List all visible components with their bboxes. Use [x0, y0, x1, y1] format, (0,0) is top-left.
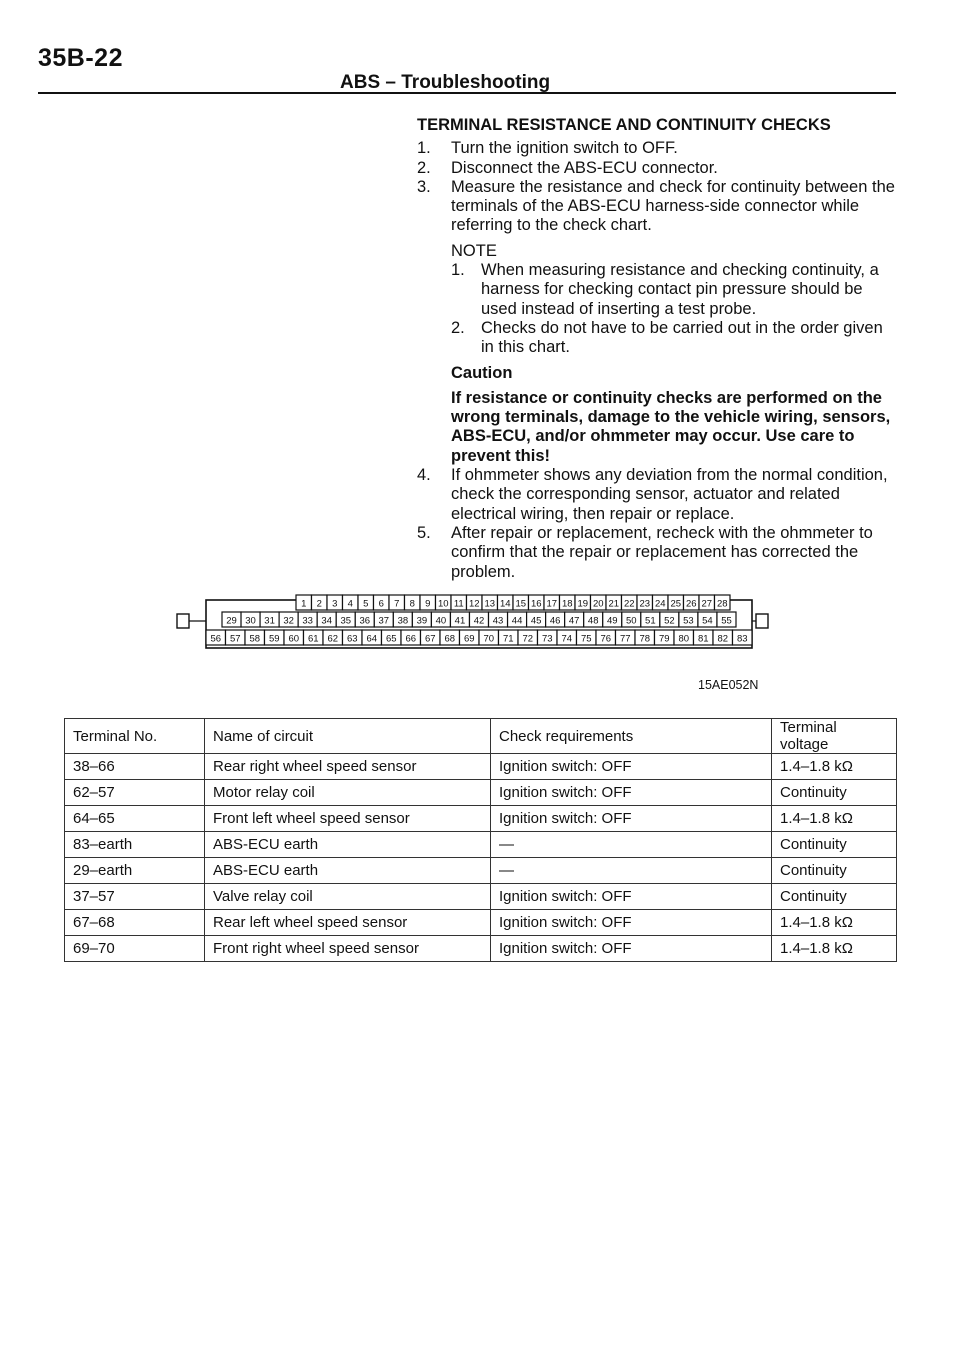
connector-pin-label: 76 [600, 633, 612, 645]
cell-circuit-name: Rear right wheel speed sensor [205, 754, 491, 780]
connector-pin-label: 40 [435, 615, 447, 627]
cell-terminal-no: 67–68 [65, 910, 205, 936]
procedure-step-text: After repair or replacement, recheck with the ohmmeter to confirm that the repair or replacement has corrected the problem. [451, 523, 873, 581]
connector-pin-label: 6 [378, 598, 384, 610]
procedure-step-number: 4. [417, 466, 431, 485]
connector-pin-label: 75 [580, 633, 592, 645]
connector-diagram [176, 592, 776, 652]
connector-pin-label: 80 [678, 633, 690, 645]
connector-pin-label: 8 [409, 598, 415, 610]
connector-pin-label: 79 [658, 633, 670, 645]
note-item-number: 1. [451, 261, 465, 280]
header-terminal-no: Terminal No. [65, 719, 205, 754]
procedure-step [417, 139, 897, 158]
connector-pin-label: 46 [549, 615, 561, 627]
note-item [417, 319, 897, 358]
header-terminal-voltage: Terminal voltage [772, 719, 897, 754]
caution-text: If resistance or continuity checks are performed on the wrong terminals, damage to the vehicle wiring, sensors, ABS-ECU, and/or ohmmeter may occur. Use care to prevent this! [451, 388, 891, 465]
header-check-requirements: Check requirements [491, 719, 772, 754]
connector-pin-label: 21 [608, 598, 620, 610]
connector-pin-label: 64 [366, 633, 378, 645]
connector-pin-label: 28 [716, 598, 728, 610]
connector-pin-label: 45 [530, 615, 542, 627]
procedure-heading: TERMINAL RESISTANCE AND CONTINUITY CHECKS [417, 116, 831, 134]
header-circuit-name: Name of circuit [205, 719, 491, 754]
note-label: NOTE [451, 241, 497, 260]
connector-pin-label: 82 [717, 633, 729, 645]
table-row [65, 780, 897, 806]
cell-check-requirements: — [491, 858, 772, 884]
connector-pin-label: 39 [416, 615, 428, 627]
cell-terminal-voltage: Continuity [772, 832, 897, 858]
page-number: 35B-22 [38, 44, 123, 72]
connector-pin-label: 66 [405, 633, 417, 645]
cell-terminal-no: 64–65 [65, 806, 205, 832]
connector-pin-label: 18 [561, 598, 573, 610]
connector-pin-label: 49 [606, 615, 618, 627]
cell-circuit-name: Valve relay coil [205, 884, 491, 910]
connector-pin-label: 4 [347, 598, 353, 610]
connector-pin-label: 78 [639, 633, 651, 645]
cell-check-requirements: Ignition switch: OFF [491, 884, 772, 910]
procedure-section [417, 116, 897, 582]
connector-pin-label: 67 [424, 633, 436, 645]
connector-pin-label: 25 [670, 598, 682, 610]
connector-pin-label: 62 [327, 633, 339, 645]
connector-pin-label: 3 [332, 598, 338, 610]
connector-pin-label: 58 [249, 633, 261, 645]
cell-check-requirements: Ignition switch: OFF [491, 806, 772, 832]
connector-pin-label: 1 [301, 598, 307, 610]
connector-pin-label: 54 [702, 615, 713, 627]
connector-pin-label: 7 [394, 598, 400, 610]
procedure-step-number: 3. [417, 177, 431, 196]
connector-svg [176, 592, 776, 652]
cell-terminal-no: 62–57 [65, 780, 205, 806]
connector-pin-label: 20 [592, 598, 604, 610]
cell-circuit-name: Rear left wheel speed sensor [205, 910, 491, 936]
cell-check-requirements: Ignition switch: OFF [491, 780, 772, 806]
note-item-number: 2. [451, 318, 465, 337]
procedure-step-text: Measure the resistance and check for continuity between the terminals of the ABS-ECU harness-side connector while referring to the check chart. [451, 177, 895, 235]
connector-pin-label: 41 [454, 615, 466, 627]
connector-pin-label: 5 [363, 598, 369, 610]
connector-pin-label: 69 [463, 633, 475, 645]
cell-terminal-voltage: 1.4–1.8 kΩ [772, 754, 897, 780]
cell-check-requirements: — [491, 832, 772, 858]
connector-pin-label: 35 [340, 615, 352, 627]
table-header-row [65, 719, 897, 754]
connector-pin-label: 72 [522, 633, 534, 645]
table-row [65, 936, 897, 962]
page-header [38, 44, 896, 94]
connector-pin-label: 16 [530, 598, 542, 610]
cell-terminal-voltage: 1.4–1.8 kΩ [772, 806, 897, 832]
connector-pin-label: 73 [541, 633, 553, 645]
connector-pin-label: 63 [346, 633, 358, 645]
cell-terminal-voltage: 1.4–1.8 kΩ [772, 910, 897, 936]
figure-code: 15AE052N [698, 678, 759, 692]
connector-pin-label: 23 [639, 598, 651, 610]
check-table [64, 718, 897, 962]
cell-terminal-no: 37–57 [65, 884, 205, 910]
connector-pin-label: 22 [623, 598, 635, 610]
table-body [65, 754, 897, 962]
connector-pin-label: 55 [721, 615, 732, 627]
note-item-text: When measuring resistance and checking continuity, a harness for checking contact pin pressure should be used instead of inserting a test probe. [481, 261, 879, 318]
table-row [65, 910, 897, 936]
cell-terminal-voltage: Continuity [772, 858, 897, 884]
connector-pin-label: 56 [210, 633, 222, 645]
connector-pin-label: 50 [626, 615, 637, 627]
connector-pin-label: 48 [587, 615, 599, 627]
connector-pin-label: 65 [385, 633, 397, 645]
connector-pin-label: 31 [264, 615, 275, 627]
connector-pin-label: 43 [492, 615, 504, 627]
connector-pin-label: 51 [645, 615, 656, 627]
connector-pin-label: 38 [397, 615, 409, 627]
connector-pin-label: 32 [283, 615, 294, 627]
connector-pin-label: 36 [359, 615, 371, 627]
cell-circuit-name: ABS-ECU earth [205, 858, 491, 884]
cell-terminal-no: 83–earth [65, 832, 205, 858]
procedure-step [417, 524, 897, 582]
notes-list [417, 261, 897, 357]
connector-pin-label: 60 [288, 633, 300, 645]
connector-pin-label: 14 [499, 598, 511, 610]
table-row [65, 806, 897, 832]
connector-pin-label: 59 [268, 633, 280, 645]
cell-circuit-name: ABS-ECU earth [205, 832, 491, 858]
connector-pin-label: 9 [425, 598, 431, 610]
section-title: ABS – Troubleshooting [340, 72, 551, 93]
cell-circuit-name: Motor relay coil [205, 780, 491, 806]
procedure-step-number: 1. [417, 139, 431, 158]
procedure-step [417, 466, 897, 524]
cell-terminal-voltage: 1.4–1.8 kΩ [772, 936, 897, 962]
connector-pin-label: 68 [444, 633, 456, 645]
connector-pin-label: 34 [321, 615, 332, 627]
connector-pin-label: 74 [561, 633, 573, 645]
connector-latch-right [756, 614, 768, 628]
connector-pin-label: 15 [515, 598, 527, 610]
connector-pin-label: 52 [664, 615, 675, 627]
cell-terminal-voltage: Continuity [772, 780, 897, 806]
cell-check-requirements: Ignition switch: OFF [491, 936, 772, 962]
connector-pin-label: 12 [468, 598, 480, 610]
connector-pin-label: 70 [483, 633, 495, 645]
connector-pin-label: 29 [226, 615, 237, 627]
connector-pin-label: 17 [546, 598, 558, 610]
connector-pin-label: 37 [378, 615, 390, 627]
steps-list-b [417, 466, 897, 582]
connector-pin-label: 47 [568, 615, 580, 627]
cell-terminal-voltage: Continuity [772, 884, 897, 910]
procedure-step-text: Turn the ignition switch to OFF. [451, 139, 678, 158]
connector-pin-label: 57 [229, 633, 241, 645]
connector-pin-label: 19 [577, 598, 589, 610]
connector-pin-label: 61 [307, 633, 319, 645]
cell-terminal-no: 69–70 [65, 936, 205, 962]
table-row [65, 884, 897, 910]
connector-pin-label: 81 [697, 633, 709, 645]
connector-pin-label: 24 [654, 598, 666, 610]
procedure-step-number: 5. [417, 523, 431, 542]
note-item [417, 261, 897, 319]
connector-pin-label: 44 [511, 615, 523, 627]
connector-pin-label: 10 [437, 598, 449, 610]
procedure-step-text: Disconnect the ABS-ECU connector. [451, 158, 718, 177]
caution-label: Caution [451, 363, 513, 382]
cell-check-requirements: Ignition switch: OFF [491, 754, 772, 780]
procedure-step-number: 2. [417, 158, 431, 177]
procedure-step [417, 178, 897, 236]
cell-check-requirements: Ignition switch: OFF [491, 910, 772, 936]
connector-pin-label: 83 [736, 633, 748, 645]
table-row [65, 754, 897, 780]
connector-pin-label: 13 [484, 598, 496, 610]
table-row [65, 858, 897, 884]
note-item-text: Checks do not have to be carried out in the order given in this chart. [481, 318, 883, 357]
connector-pin-label: 53 [683, 615, 694, 627]
procedure-step-text: If ohmmeter shows any deviation from the normal condition, check the corresponding sensor, actuator and related electrical wiring, then repair or replace. [451, 466, 888, 523]
connector-pin-label: 2 [316, 598, 322, 610]
connector-pin-label: 11 [453, 598, 464, 610]
connector-pin-label: 33 [302, 615, 313, 627]
cell-terminal-no: 29–earth [65, 858, 205, 884]
connector-pin-label: 27 [701, 598, 713, 610]
cell-terminal-no: 38–66 [65, 754, 205, 780]
procedure-step [417, 159, 897, 178]
table-row [65, 832, 897, 858]
connector-pin-label: 42 [473, 615, 485, 627]
connector-pin-label: 26 [685, 598, 697, 610]
connector-latch-left [177, 614, 189, 628]
cell-circuit-name: Front left wheel speed sensor [205, 806, 491, 832]
connector-pin-label: 30 [245, 615, 256, 627]
steps-list-a [417, 139, 897, 235]
connector-pin-label: 77 [619, 633, 631, 645]
cell-circuit-name: Front right wheel speed sensor [205, 936, 491, 962]
connector-pin-label: 71 [502, 633, 514, 645]
